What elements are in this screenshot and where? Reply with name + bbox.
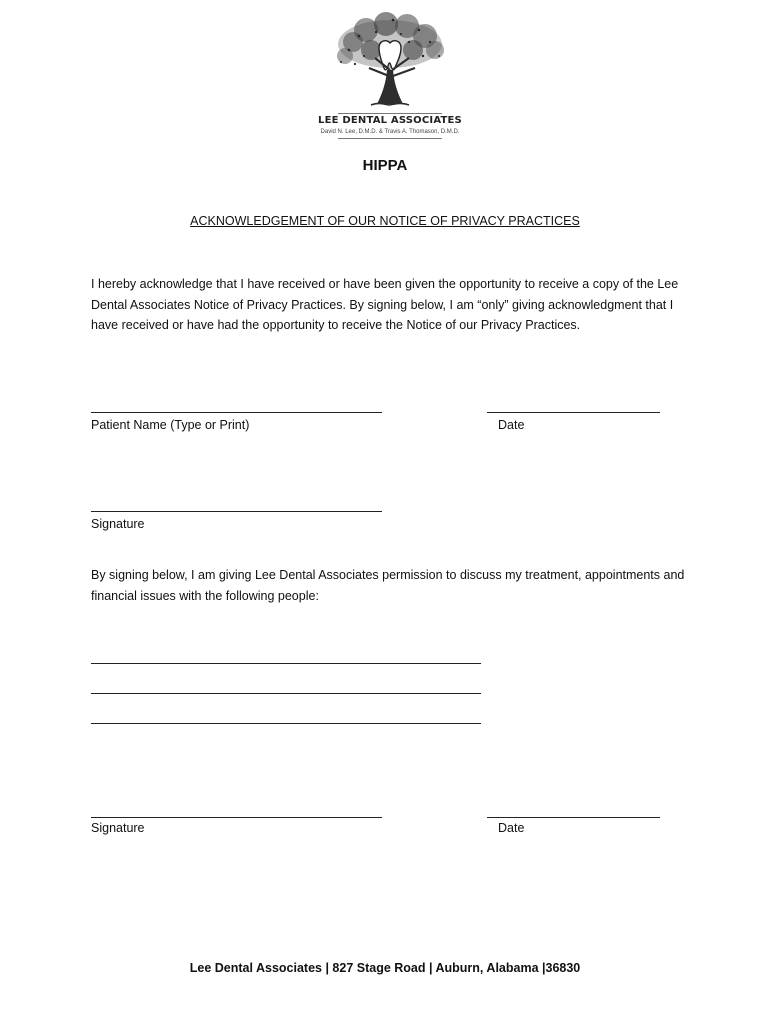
practice-name: LEE DENTAL ASSOCIATES xyxy=(318,115,462,126)
date-label-2: Date xyxy=(498,821,525,835)
signature-label-2: Signature xyxy=(91,821,145,835)
practice-doctors: David N. Lee, D.M.D. & Travis A. Thomason, D.M.D. xyxy=(320,129,460,135)
oak-tree-tooth-icon xyxy=(331,12,449,112)
authorized-person-field-1[interactable] xyxy=(91,663,481,664)
permission-paragraph: By signing below, I am giving Lee Dental Associates permission to discuss my treatment, appointments and financial issues with the following people: xyxy=(91,568,685,603)
authorized-person-field-2[interactable] xyxy=(91,693,481,694)
signature-label-1: Signature xyxy=(91,517,145,531)
authorized-person-field-3[interactable] xyxy=(91,723,481,724)
date-field-1[interactable] xyxy=(487,412,660,413)
logo-rule-top xyxy=(338,113,442,114)
patient-name-label: Patient Name (Type or Print) xyxy=(91,418,250,432)
date-field-2[interactable] xyxy=(487,817,660,818)
signature-field-1[interactable] xyxy=(91,511,382,512)
acknowledgement-paragraph: I hereby acknowledge that I have received or have been given the opportunity to receive a copy of the Lee Dental Associates Notice of Privacy Practices. By signing below, I am “only” giving acknowledgment that I have received or have had the opportunity to receive the Notice of our Privacy Practices. xyxy=(91,277,679,332)
document-title: HIPPA xyxy=(362,157,408,174)
practice-logo xyxy=(316,12,464,140)
signature-field-2[interactable] xyxy=(91,817,382,818)
document-subtitle: ACKNOWLEDGEMENT OF OUR NOTICE OF PRIVACY PRACTICES xyxy=(190,214,580,228)
footer-address: Lee Dental Associates | 827 Stage Road | Auburn, Alabama |36830 xyxy=(189,961,581,975)
patient-name-field[interactable] xyxy=(91,412,382,413)
date-label-1: Date xyxy=(498,418,525,432)
logo-rule-bottom xyxy=(338,138,442,139)
